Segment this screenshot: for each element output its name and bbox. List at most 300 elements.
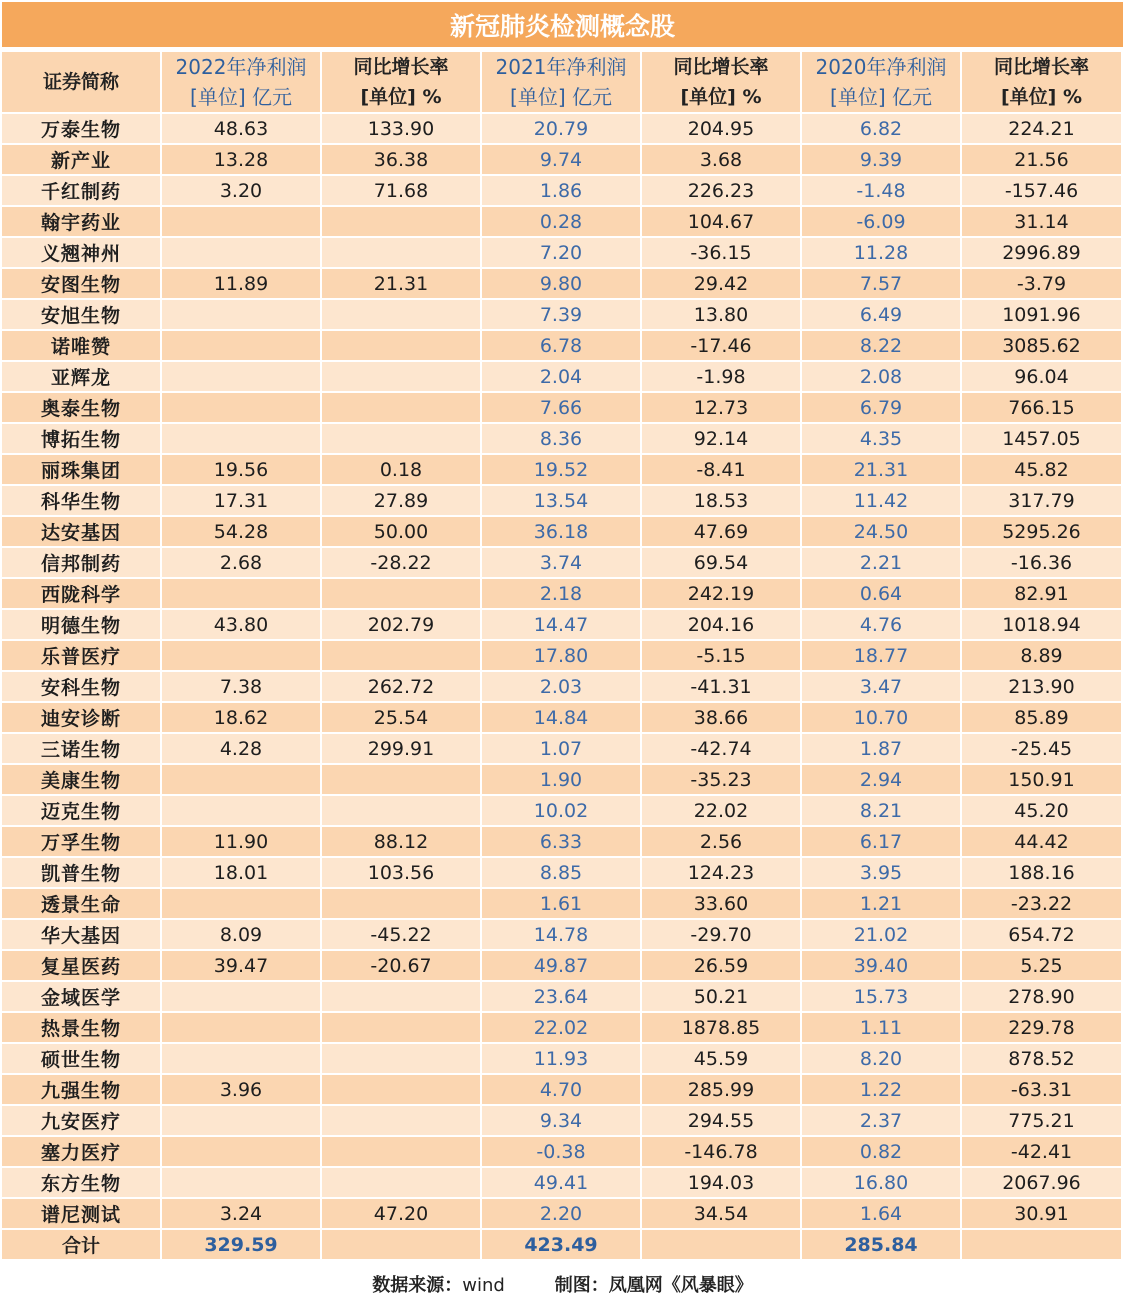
growth-rate-cell: 0.18 [322, 455, 482, 486]
growth-rate-cell: 775.21 [962, 1106, 1123, 1137]
profit-2020-cell: 2.37 [802, 1106, 962, 1137]
profit-2020-cell: 2.94 [802, 765, 962, 796]
growth-rate-cell [322, 393, 482, 424]
profit-2022-cell [162, 300, 322, 331]
growth-rate-cell: 33.60 [642, 889, 802, 920]
table-header-row [2, 52, 1123, 114]
profit-2020-cell: 4.35 [802, 424, 962, 455]
growth-rate-cell: -36.15 [642, 238, 802, 269]
growth-rate-cell: -146.78 [642, 1137, 802, 1168]
column-header-line1: 证券简称 [42, 71, 119, 93]
profit-2020-cell: 6.82 [802, 114, 962, 145]
profit-2022-cell [162, 796, 322, 827]
profit-2022-cell [162, 207, 322, 238]
total-value-cell: 285.84 [802, 1230, 962, 1261]
growth-rate-cell: 5.25 [962, 951, 1123, 982]
growth-rate-cell: 38.66 [642, 703, 802, 734]
column-header-line2: [单位] % [1000, 86, 1083, 108]
stock-name-cell: 迪安诊断 [2, 703, 162, 734]
profit-2020-cell: 1.11 [802, 1013, 962, 1044]
growth-rate-cell: -8.41 [642, 455, 802, 486]
growth-rate-cell: 202.79 [322, 610, 482, 641]
growth-rate-cell [322, 1075, 482, 1106]
profit-2020-cell: 6.49 [802, 300, 962, 331]
growth-rate-cell: 124.23 [642, 858, 802, 889]
profit-2022-cell [162, 1168, 322, 1199]
stock-name-cell: 美康生物 [2, 765, 162, 796]
stock-name-cell: 奥泰生物 [2, 393, 162, 424]
table-row [2, 207, 1123, 238]
profit-2020-cell: 1.21 [802, 889, 962, 920]
growth-rate-cell [322, 796, 482, 827]
growth-rate-cell: -35.23 [642, 765, 802, 796]
stock-name-cell: 凯普生物 [2, 858, 162, 889]
growth-rate-cell: 21.31 [322, 269, 482, 300]
growth-rate-cell [322, 1137, 482, 1168]
profit-2020-cell: 8.22 [802, 331, 962, 362]
growth-rate-cell: 45.20 [962, 796, 1123, 827]
stock-name-cell: 复星医药 [2, 951, 162, 982]
growth-rate-cell: 299.91 [322, 734, 482, 765]
growth-rate-cell: 25.54 [322, 703, 482, 734]
growth-rate-cell: 133.90 [322, 114, 482, 145]
stock-name-cell: 万孚生物 [2, 827, 162, 858]
profit-2021-cell: 22.02 [482, 1013, 642, 1044]
growth-rate-cell: 71.68 [322, 176, 482, 207]
stock-name-cell: 塞力医疗 [2, 1137, 162, 1168]
table-row [2, 455, 1123, 486]
profit-2021-cell: 2.03 [482, 672, 642, 703]
profit-2022-cell: 39.47 [162, 951, 322, 982]
profit-2021-cell: 1.90 [482, 765, 642, 796]
growth-rate-cell: -16.36 [962, 548, 1123, 579]
profit-2021-cell: 11.93 [482, 1044, 642, 1075]
growth-rate-cell: 229.78 [962, 1013, 1123, 1044]
profit-2022-cell: 2.68 [162, 548, 322, 579]
column-header [162, 52, 322, 114]
growth-rate-cell: 47.20 [322, 1199, 482, 1230]
profit-2022-cell: 48.63 [162, 114, 322, 145]
table-row [2, 1199, 1123, 1230]
profit-2022-cell [162, 641, 322, 672]
column-header-line2: [单位] % [360, 86, 442, 108]
table-row [2, 920, 1123, 951]
growth-rate-cell: 294.55 [642, 1106, 802, 1137]
profit-2021-cell: 13.54 [482, 486, 642, 517]
growth-rate-cell: -42.41 [962, 1137, 1123, 1168]
growth-rate-cell: 242.19 [642, 579, 802, 610]
growth-rate-cell [322, 1044, 482, 1075]
stock-name-cell: 新产业 [2, 145, 162, 176]
profit-2021-cell: 2.18 [482, 579, 642, 610]
profit-2022-cell [162, 424, 322, 455]
source-label: 数据来源： [372, 1275, 463, 1296]
table-row [2, 1137, 1123, 1168]
table-row [2, 672, 1123, 703]
profit-2022-cell [162, 362, 322, 393]
profit-2022-cell: 3.24 [162, 1199, 322, 1230]
profit-2022-cell [162, 579, 322, 610]
profit-2020-cell: 0.64 [802, 579, 962, 610]
stock-name-cell: 热景生物 [2, 1013, 162, 1044]
column-header-line1: 同比增长率 [993, 56, 1089, 78]
growth-rate-cell: 34.54 [642, 1199, 802, 1230]
profit-2021-cell: 10.02 [482, 796, 642, 827]
stock-name-cell: 亚辉龙 [2, 362, 162, 393]
profit-2020-cell: 6.17 [802, 827, 962, 858]
growth-rate-cell: 1018.94 [962, 610, 1123, 641]
table-row [2, 145, 1123, 176]
profit-2021-cell: 17.80 [482, 641, 642, 672]
profit-2021-cell: 9.34 [482, 1106, 642, 1137]
growth-rate-cell: 150.91 [962, 765, 1123, 796]
profit-2020-cell: 15.73 [802, 982, 962, 1013]
total-label-cell: 合计 [2, 1230, 162, 1261]
stock-name-cell: 东方生物 [2, 1168, 162, 1199]
table-row [2, 114, 1123, 145]
growth-rate-cell: 1878.85 [642, 1013, 802, 1044]
growth-rate-cell: -20.67 [322, 951, 482, 982]
profit-2021-cell: 6.78 [482, 331, 642, 362]
profit-2020-cell: 18.77 [802, 641, 962, 672]
growth-rate-cell [322, 1106, 482, 1137]
growth-rate-cell: 3.68 [642, 145, 802, 176]
profit-2021-cell: 23.64 [482, 982, 642, 1013]
stock-name-cell: 明德生物 [2, 610, 162, 641]
table-row [2, 889, 1123, 920]
growth-rate-cell: 45.59 [642, 1044, 802, 1075]
growth-rate-cell [322, 889, 482, 920]
stock-name-cell: 诺唯赞 [2, 331, 162, 362]
growth-rate-cell: -45.22 [322, 920, 482, 951]
growth-rate-cell [322, 300, 482, 331]
profit-2021-cell: 20.79 [482, 114, 642, 145]
column-header [2, 52, 162, 114]
profit-2020-cell: 3.47 [802, 672, 962, 703]
profit-2021-cell: 14.78 [482, 920, 642, 951]
profit-2021-cell: 8.36 [482, 424, 642, 455]
profit-2021-cell: 49.41 [482, 1168, 642, 1199]
profit-2022-cell [162, 331, 322, 362]
column-header-line2: [单位] 亿元 [190, 85, 292, 109]
column-header-line2: [单位] 亿元 [510, 85, 612, 109]
column-header-line1: 2020年净利润 [815, 55, 947, 79]
profit-2020-cell: 9.39 [802, 145, 962, 176]
growth-rate-cell: 1091.96 [962, 300, 1123, 331]
growth-rate-cell: 285.99 [642, 1075, 802, 1106]
growth-rate-cell: 766.15 [962, 393, 1123, 424]
growth-rate-cell [322, 765, 482, 796]
stock-name-cell: 达安基因 [2, 517, 162, 548]
profit-2021-cell: 7.39 [482, 300, 642, 331]
growth-rate-cell [322, 424, 482, 455]
growth-rate-cell: -25.45 [962, 734, 1123, 765]
table-row [2, 982, 1123, 1013]
stock-name-cell: 博拓生物 [2, 424, 162, 455]
growth-rate-cell [322, 331, 482, 362]
profit-2022-cell: 43.80 [162, 610, 322, 641]
table-row [2, 486, 1123, 517]
table-row [2, 424, 1123, 455]
stock-name-cell: 迈克生物 [2, 796, 162, 827]
profit-2021-cell: 3.74 [482, 548, 642, 579]
table-row [2, 1106, 1123, 1137]
profit-2020-cell: 7.57 [802, 269, 962, 300]
growth-rate-cell: 82.91 [962, 579, 1123, 610]
growth-rate-cell: 2996.89 [962, 238, 1123, 269]
profit-2022-cell: 3.96 [162, 1075, 322, 1106]
profit-2022-cell: 18.01 [162, 858, 322, 889]
growth-rate-cell: 50.00 [322, 517, 482, 548]
growth-rate-cell: 262.72 [322, 672, 482, 703]
table-row [2, 300, 1123, 331]
table-row [2, 1013, 1123, 1044]
table-row [2, 517, 1123, 548]
table-row [2, 827, 1123, 858]
profit-2021-cell: 6.33 [482, 827, 642, 858]
profit-2021-cell: 14.84 [482, 703, 642, 734]
growth-rate-cell: 29.42 [642, 269, 802, 300]
growth-rate-cell: 8.89 [962, 641, 1123, 672]
profit-2022-cell: 18.62 [162, 703, 322, 734]
growth-rate-cell [322, 982, 482, 1013]
growth-rate-cell [322, 207, 482, 238]
profit-2022-cell: 17.31 [162, 486, 322, 517]
stock-name-cell: 金域医学 [2, 982, 162, 1013]
stock-name-cell: 安科生物 [2, 672, 162, 703]
table-row [2, 765, 1123, 796]
profit-2022-cell: 11.89 [162, 269, 322, 300]
profit-2022-cell [162, 1137, 322, 1168]
growth-rate-cell: -42.74 [642, 734, 802, 765]
total-value-cell [962, 1230, 1123, 1261]
profit-2022-cell: 19.56 [162, 455, 322, 486]
stock-name-cell: 九安医疗 [2, 1106, 162, 1137]
profit-2020-cell: 3.95 [802, 858, 962, 889]
profit-2020-cell: 21.02 [802, 920, 962, 951]
profit-2020-cell: 1.64 [802, 1199, 962, 1230]
growth-rate-cell: 3085.62 [962, 331, 1123, 362]
profit-2020-cell: 11.28 [802, 238, 962, 269]
profit-2021-cell: 9.74 [482, 145, 642, 176]
profit-2022-cell: 11.90 [162, 827, 322, 858]
stock-name-cell: 万泰生物 [2, 114, 162, 145]
table-row [2, 331, 1123, 362]
table-row [2, 269, 1123, 300]
growth-rate-cell: 5295.26 [962, 517, 1123, 548]
column-header-line1: 同比增长率 [673, 56, 769, 78]
profit-2021-cell: 1.07 [482, 734, 642, 765]
growth-rate-cell: 13.80 [642, 300, 802, 331]
profit-2022-cell [162, 765, 322, 796]
growth-rate-cell: 88.12 [322, 827, 482, 858]
profit-2020-cell: -1.48 [802, 176, 962, 207]
growth-rate-cell: 69.54 [642, 548, 802, 579]
profit-2020-cell: 1.87 [802, 734, 962, 765]
growth-rate-cell: 188.16 [962, 858, 1123, 889]
profit-2022-cell [162, 238, 322, 269]
data-table [2, 52, 1123, 1261]
growth-rate-cell: 85.89 [962, 703, 1123, 734]
growth-rate-cell: 204.16 [642, 610, 802, 641]
profit-2020-cell: 2.21 [802, 548, 962, 579]
credit-note: 制图：凤凰网《风暴眼》 [554, 1275, 753, 1296]
profit-2021-cell: 19.52 [482, 455, 642, 486]
column-header [802, 52, 962, 114]
stock-name-cell: 科华生物 [2, 486, 162, 517]
growth-rate-cell: 1457.05 [962, 424, 1123, 455]
table-row [2, 579, 1123, 610]
profit-2022-cell: 8.09 [162, 920, 322, 951]
profit-2022-cell: 4.28 [162, 734, 322, 765]
growth-rate-cell: 92.14 [642, 424, 802, 455]
growth-rate-cell: -63.31 [962, 1075, 1123, 1106]
growth-rate-cell: -23.22 [962, 889, 1123, 920]
profit-2022-cell: 3.20 [162, 176, 322, 207]
profit-2022-cell [162, 889, 322, 920]
growth-rate-cell [322, 641, 482, 672]
growth-rate-cell: -1.98 [642, 362, 802, 393]
growth-rate-cell: -3.79 [962, 269, 1123, 300]
column-header-line2: [单位] % [680, 86, 762, 108]
growth-rate-cell: 2067.96 [962, 1168, 1123, 1199]
growth-rate-cell: 45.82 [962, 455, 1123, 486]
stock-name-cell: 华大基因 [2, 920, 162, 951]
growth-rate-cell: 12.73 [642, 393, 802, 424]
profit-2021-cell: 0.28 [482, 207, 642, 238]
table-row [2, 734, 1123, 765]
profit-2021-cell: 8.85 [482, 858, 642, 889]
growth-rate-cell: 96.04 [962, 362, 1123, 393]
total-value-cell [322, 1230, 482, 1261]
profit-2021-cell: 1.61 [482, 889, 642, 920]
table-row [2, 858, 1123, 889]
growth-rate-cell [322, 1168, 482, 1199]
growth-rate-cell: -157.46 [962, 176, 1123, 207]
growth-rate-cell: 26.59 [642, 951, 802, 982]
profit-2020-cell: 39.40 [802, 951, 962, 982]
growth-rate-cell [322, 1013, 482, 1044]
total-row [2, 1230, 1123, 1261]
source-note [372, 1271, 505, 1297]
profit-2022-cell [162, 1013, 322, 1044]
table-row [2, 393, 1123, 424]
growth-rate-cell: 194.03 [642, 1168, 802, 1199]
growth-rate-cell: 654.72 [962, 920, 1123, 951]
table-row [2, 1168, 1123, 1199]
growth-rate-cell: 104.67 [642, 207, 802, 238]
growth-rate-cell: 27.89 [322, 486, 482, 517]
growth-rate-cell: -5.15 [642, 641, 802, 672]
column-header [642, 52, 802, 114]
table-row [2, 1044, 1123, 1075]
footer [0, 1270, 1125, 1298]
profit-2020-cell: 16.80 [802, 1168, 962, 1199]
stock-name-cell: 乐普医疗 [2, 641, 162, 672]
growth-rate-cell: 226.23 [642, 176, 802, 207]
profit-2022-cell: 54.28 [162, 517, 322, 548]
stock-name-cell: 义翘神州 [2, 238, 162, 269]
growth-rate-cell: 21.56 [962, 145, 1123, 176]
total-value-cell [642, 1230, 802, 1261]
column-header [962, 52, 1123, 114]
stock-name-cell: 安图生物 [2, 269, 162, 300]
profit-2020-cell: 4.76 [802, 610, 962, 641]
table-row [2, 610, 1123, 641]
growth-rate-cell [322, 238, 482, 269]
profit-2020-cell: 21.31 [802, 455, 962, 486]
growth-rate-cell: 204.95 [642, 114, 802, 145]
profit-2022-cell [162, 982, 322, 1013]
table-row [2, 176, 1123, 207]
profit-2022-cell [162, 1106, 322, 1137]
growth-rate-cell: 22.02 [642, 796, 802, 827]
profit-2022-cell: 13.28 [162, 145, 322, 176]
profit-2021-cell: 14.47 [482, 610, 642, 641]
growth-rate-cell: 878.52 [962, 1044, 1123, 1075]
growth-rate-cell: 103.56 [322, 858, 482, 889]
growth-rate-cell: -17.46 [642, 331, 802, 362]
profit-2020-cell: 10.70 [802, 703, 962, 734]
stock-name-cell: 千红制药 [2, 176, 162, 207]
table-row [2, 362, 1123, 393]
table-row [2, 1075, 1123, 1106]
column-header-line1: 2021年净利润 [495, 55, 627, 79]
column-header-line1: 2022年净利润 [175, 55, 307, 79]
table-title: 新冠肺炎检测概念股 [2, 2, 1123, 47]
total-value-cell: 423.49 [482, 1230, 642, 1261]
growth-rate-cell: 30.91 [962, 1199, 1123, 1230]
table-row [2, 796, 1123, 827]
growth-rate-cell: 18.53 [642, 486, 802, 517]
profit-2021-cell: -0.38 [482, 1137, 642, 1168]
profit-2020-cell: 6.79 [802, 393, 962, 424]
profit-2020-cell: -6.09 [802, 207, 962, 238]
profit-2020-cell: 0.82 [802, 1137, 962, 1168]
stock-name-cell: 翰宇药业 [2, 207, 162, 238]
column-header-line2: [单位] 亿元 [830, 85, 932, 109]
stock-name-cell: 三诺生物 [2, 734, 162, 765]
column-header [322, 52, 482, 114]
profit-2022-cell: 7.38 [162, 672, 322, 703]
stock-name-cell: 西陇科学 [2, 579, 162, 610]
profit-2021-cell: 49.87 [482, 951, 642, 982]
profit-2021-cell: 36.18 [482, 517, 642, 548]
column-header [482, 52, 642, 114]
growth-rate-cell: -29.70 [642, 920, 802, 951]
column-header-line1: 同比增长率 [353, 56, 449, 78]
stock-name-cell: 谱尼测试 [2, 1199, 162, 1230]
growth-rate-cell: -28.22 [322, 548, 482, 579]
table-row [2, 238, 1123, 269]
growth-rate-cell: 224.21 [962, 114, 1123, 145]
profit-2021-cell: 7.66 [482, 393, 642, 424]
table-row [2, 703, 1123, 734]
stock-name-cell: 安旭生物 [2, 300, 162, 331]
profit-2021-cell: 1.86 [482, 176, 642, 207]
growth-rate-cell: 2.56 [642, 827, 802, 858]
profit-2020-cell: 8.20 [802, 1044, 962, 1075]
profit-2020-cell: 24.50 [802, 517, 962, 548]
growth-rate-cell: 50.21 [642, 982, 802, 1013]
growth-rate-cell: 36.38 [322, 145, 482, 176]
stock-name-cell: 硕世生物 [2, 1044, 162, 1075]
growth-rate-cell: 47.69 [642, 517, 802, 548]
profit-2020-cell: 2.08 [802, 362, 962, 393]
table-row [2, 951, 1123, 982]
profit-2022-cell [162, 393, 322, 424]
table-row [2, 641, 1123, 672]
